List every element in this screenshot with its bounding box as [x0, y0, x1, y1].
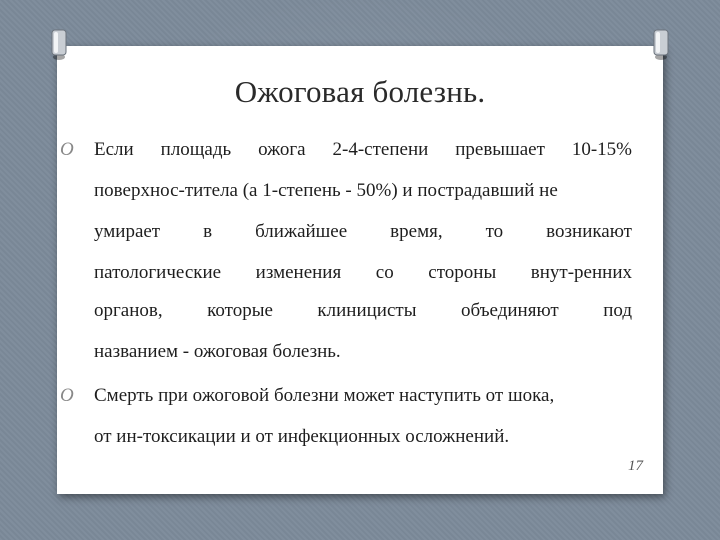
bullet-1-line-2: поверхнос-тителa (а 1-степень - 50%) и пострадавший не: [94, 180, 558, 201]
bullet-1-line-6: названием - ожоговая болезнь.: [94, 341, 341, 362]
page-number: 17: [628, 458, 643, 474]
pushpin-icon: [48, 27, 70, 61]
bullet-1-line-3: умирает в ближайшее время, то возникают: [94, 221, 632, 242]
bullet-marker: O: [60, 385, 74, 406]
bullet-1-line-4: патологические изменения со стороны внут-ренних: [94, 262, 632, 283]
bullet-2-line-2: от ин-токсикации и от инфекционных осложнений.: [94, 426, 510, 447]
slide-title: Ожоговая болезнь.: [234, 74, 486, 109]
bullet-1-line-5: органов, которые клиницисты объединяют под: [94, 300, 632, 321]
pushpin-icon: [650, 27, 672, 61]
bullet-marker: O: [60, 139, 74, 160]
bullet-2-line-1: Смерть при ожоговой болезни может наступить от шока,: [94, 385, 555, 406]
bullet-1-line-1: Если площадь ожога 2-4-степени превышает 10-15%: [94, 139, 632, 160]
